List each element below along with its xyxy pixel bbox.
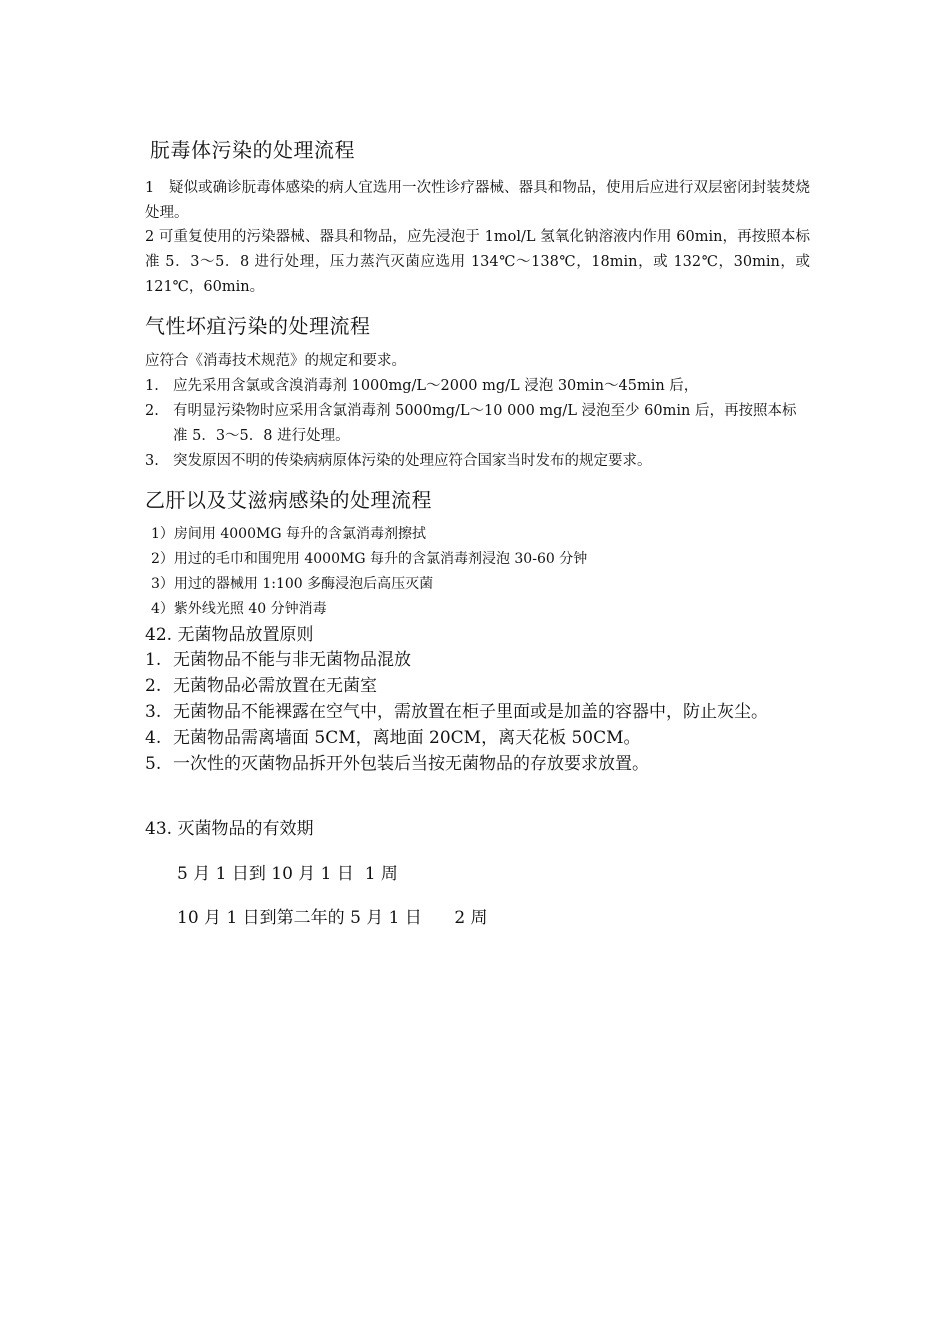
list-item — [145, 699, 810, 725]
list-item-number: 2. — [145, 403, 159, 419]
heading-hepatitis-aids: 乙肝以及艾滋病感染的处理流程 — [145, 488, 432, 512]
list-item — [145, 449, 810, 474]
validity-line-summer: 5 月 1 日到 10 月 1 日 1 周 — [177, 864, 398, 884]
list-item — [145, 725, 810, 751]
heading-validity-period: 43. 灭菌物品的有效期 — [145, 819, 314, 839]
list-item-number: 2. — [145, 676, 162, 696]
list-item-number: 4. — [145, 728, 162, 748]
list-gas-gangrene — [145, 374, 810, 474]
list-item-number: 1. — [145, 650, 162, 670]
list-item — [145, 673, 810, 699]
list-item: 4）紫外线光照 40 分钟消毒 — [151, 601, 327, 617]
list-item-number: 5. — [145, 754, 162, 774]
paragraph-prion-2: 2 可重复使用的污染器械、器具和物品，应先浸泡于 1mol/L 氢氧化钠溶液内作用 60min，再按照本标准 5．3～5．8 进行处理，压力蒸汽灭菌应选用 134℃～138℃，18min，或 132℃，30min，或 121℃，60min。 — [145, 229, 810, 295]
validity-line-winter: 10 月 1 日到第二年的 5 月 1 日 2 周 — [177, 908, 488, 928]
list-item: 2）用过的毛巾和围兜用 4000MG 每升的含氯消毒剂浸泡 30-60 分钟 — [151, 551, 588, 567]
list-item-number: 1. — [145, 378, 159, 394]
list-item: 1）房间用 4000MG 每升的含氯消毒剂擦拭 — [151, 526, 426, 542]
list-item-text: 无菌物品不能与非无菌物品混放 — [173, 650, 411, 670]
list-item — [145, 399, 810, 449]
paragraph-gas-gangrene-intro: 应符合《消毒技术规范》的规定和要求。 — [145, 353, 406, 369]
list-item-number: 3. — [145, 702, 162, 722]
list-item-text: 无菌物品需离墙面 5CM，离地面 20CM，离天花板 50CM。 — [173, 728, 641, 748]
list-item-text: 有明显污染物时应采用含氯消毒剂 5000mg/L～10 000 mg/L 浸泡至少 60min 后，再按照本标准 5．3～5．8 进行处理。 — [173, 403, 797, 444]
heading-gas-gangrene: 气性坏疽污染的处理流程 — [145, 314, 371, 338]
heading-sterile-placement: 42. 无菌物品放置原则 — [145, 625, 314, 645]
list-item-text: 应先采用含氯或含溴消毒剂 1000mg/L～2000 mg/L 浸泡 30min～45min 后， — [173, 378, 699, 394]
list-item-text: 突发原因不明的传染病病原体污染的处理应符合国家当时发布的规定要求。 — [173, 453, 652, 469]
list-item-number: 3. — [145, 453, 159, 469]
list-item-text: 无菌物品必需放置在无菌室 — [173, 676, 377, 696]
list-item: 3）用过的器械用 1:100 多酶浸泡后高压灭菌 — [151, 576, 434, 592]
list-hepatitis-aids — [145, 522, 810, 622]
list-sterile-placement — [145, 647, 810, 777]
list-item — [145, 647, 810, 673]
list-item-text: 一次性的灭菌物品拆开外包装后当按无菌物品的存放要求放置。 — [173, 754, 649, 774]
heading-prion: 朊毒体污染的处理流程 — [150, 138, 355, 162]
list-item-text: 无菌物品不能裸露在空气中，需放置在柜子里面或是加盖的容器中，防止灰尘。 — [173, 702, 768, 722]
list-item — [145, 751, 810, 777]
list-item — [145, 374, 810, 399]
paragraph-prion-1: 1 疑似或确诊朊毒体感染的病人宜选用一次性诊疗器械、器具和物品，使用后应进行双层密闭封装焚烧处理。 — [145, 180, 810, 221]
